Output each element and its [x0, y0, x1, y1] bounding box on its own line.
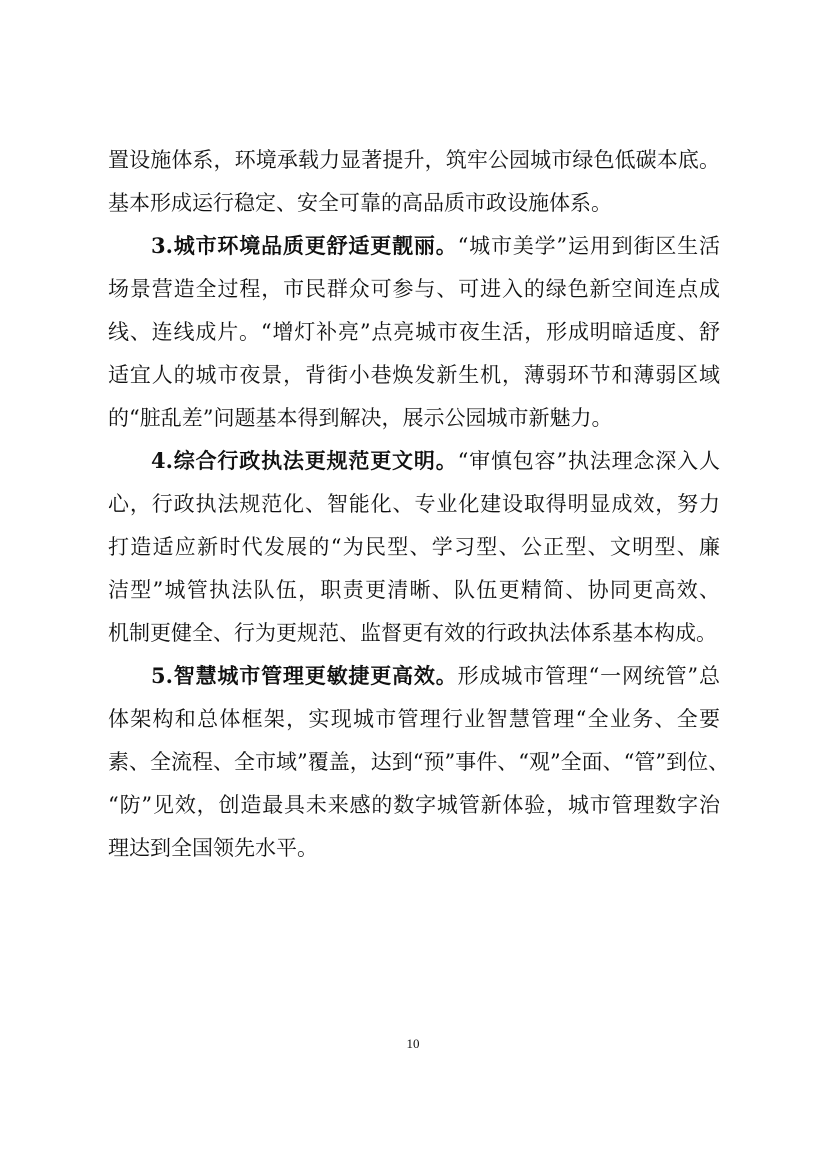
- paragraph-line: 洁型”城管执法队伍，职责更清晰、队伍更精简、协同更高效、: [108, 578, 720, 602]
- paragraph-line: 素、全流程、全市域”覆盖，达到“预”事件、“观”全面、“管”到位、: [108, 750, 730, 774]
- paragraph-line: 心，行政执法规范化、智能化、专业化建设取得明显成效，努力: [108, 492, 720, 516]
- section-heading: 3.城市环境品质更舒适更靓丽。: [151, 233, 458, 258]
- paragraph-line: 置设施体系，环境承载力显著提升，筑牢公园城市绿色低碳本底。: [108, 148, 720, 172]
- paragraph-line: 基本形成运行稳定、安全可靠的高品质市政设施体系。: [108, 191, 612, 215]
- paragraph-line: 打造适应新时代发展的“为民型、学习型、公正型、文明型、廉: [108, 535, 720, 559]
- section-heading: 5.智慧城市管理更敏捷更高效。: [151, 663, 458, 688]
- paragraph-first-line: [151, 664, 720, 688]
- paragraph-line: 机制更健全、行为更规范、监督更有效的行政执法体系基本构成。: [108, 621, 717, 645]
- paragraph-line: 适宜人的城市夜景，背街小巷焕发新生机，薄弱环节和薄弱区域: [108, 363, 720, 387]
- paragraph-line: “防”见效，创造最具未来感的数字城管新体验，城市管理数字治: [108, 793, 720, 817]
- paragraph-line: 理达到全国领先水平。: [108, 836, 318, 860]
- paragraph-first-line: [151, 234, 720, 258]
- paragraph-text: “城市美学”运用到街区生活: [457, 234, 720, 258]
- paragraph-line: 线、连线成片。“增灯补亮”点亮城市夜生活，形成明暗适度、舒: [108, 320, 720, 344]
- paragraph-line: 的“脏乱差”问题基本得到解决，展示公园城市新魅力。: [108, 406, 613, 430]
- paragraph-text: 形成城市管理“一网统管”总: [457, 664, 720, 688]
- paragraph-line: 场景营造全过程，市民群众可参与、可进入的绿色新空间连点成: [108, 277, 720, 301]
- page-number: 10: [406, 1036, 420, 1051]
- paragraph-first-line: [151, 449, 720, 473]
- paragraph-text: “审慎包容”执法理念深入人: [457, 449, 720, 473]
- section-heading: 4.综合行政执法更规范更文明。: [151, 448, 458, 473]
- paragraph-line: 体架构和总体框架，实现城市管理行业智慧管理“全业务、全要: [108, 707, 720, 731]
